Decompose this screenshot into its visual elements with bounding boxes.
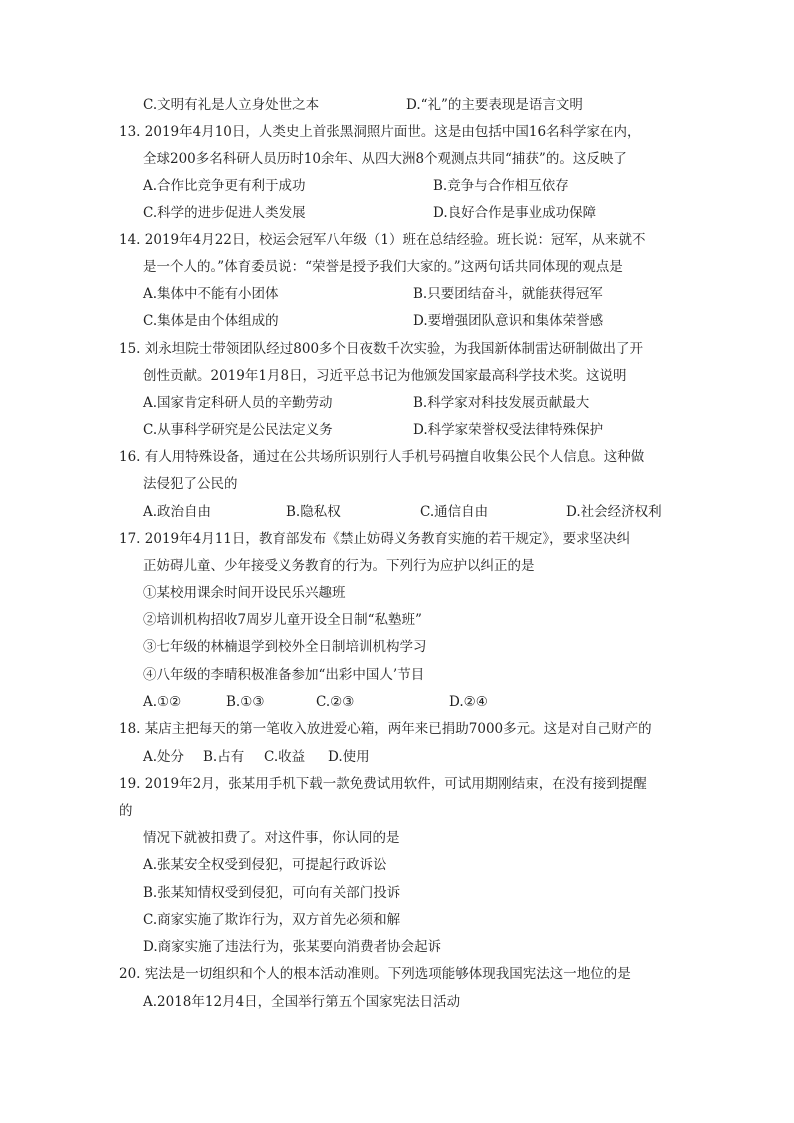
q18-stem: 18. 某店主把每天的第一笔收入放进爱心箱，两年来已捐助7000多元。这是对自己财产的: [119, 721, 652, 737]
q17-option-a: A.①②: [143, 694, 182, 710]
q13-stem-line1: 13. 2019年4月10日，人类史上首张黑洞照片面世。这是由包括中国16名科学家在内，: [119, 124, 641, 140]
q15-stem-line2: 创性贡献。2019年1月8日，习近平总书记为他颁发国家最高科学技术奖。这说明: [143, 368, 627, 384]
q17-option-b: B.①③: [226, 694, 265, 710]
q19-stem-line1: 19. 2019年2月，张某用手机下载一款免费试用软件，可试用期刚结束，在没有接到提醒: [119, 776, 647, 792]
q18-option-c: C.收益: [264, 749, 306, 765]
q17-item-2: ②培训机构招收7周岁儿童开设全日制“私塾班”: [143, 612, 422, 628]
q19-option-b: B.张某知情权受到侵犯，可向有关部门投诉: [143, 885, 401, 901]
q20-stem: 20. 宪法是一切组织和个人的根本活动准则。下列选项能够体现我国宪法这一地位的是: [119, 966, 631, 982]
q18-option-b: B.占有: [203, 749, 245, 765]
q20-option-a: A.2018年12月4日，全国举行第五个国家宪法日活动: [143, 994, 461, 1010]
q15-option-d: D.科学家荣誉权受法律特殊保护: [413, 422, 604, 438]
q17-option-c: C.②③: [316, 694, 355, 710]
q12-option-d: D.“礼”的主要表现是语言文明: [406, 97, 583, 113]
q13-option-c: C.科学的进步促进人类发展: [143, 205, 306, 221]
q17-item-3: ③七年级的林楠退学到校外全日制培训机构学习: [143, 639, 427, 655]
q17-stem-line1: 17. 2019年4月11日，教育部发布《禁止妨碍义务教育实施的若干规定》，要求坚决纠: [119, 531, 631, 547]
q18-option-a: A.处分: [143, 749, 185, 765]
q15-option-b: B.科学家对科技发展贡献最大: [413, 395, 590, 411]
q14-stem-line1: 14. 2019年4月22日，校运会冠军八年级（1）班在总结经验。班长说：冠军，从来就不: [119, 232, 646, 248]
q17-item-4: ④八年级的李晴积极准备参加“出彩中国人’节目: [143, 667, 425, 683]
q16-option-b: B.隐私权: [286, 504, 341, 520]
q14-option-c: C.集体是由个体组成的: [143, 313, 279, 329]
q14-stem-line2: 是一个人的。”体育委员说：“荣誉是授予我们大家的。”这两句话共同体现的观点是: [143, 259, 623, 275]
q16-option-c: C.通信自由: [420, 504, 489, 520]
q17-item-1: ①某校用课余时间开设民乐兴趣班: [143, 585, 346, 601]
q19-stem-wrap: 的: [119, 803, 133, 819]
q12-option-c: C.文明有礼是人立身处世之本: [143, 97, 320, 113]
q16-option-a: A.政治自由: [143, 504, 212, 520]
q16-option-d: D.社会经济权利: [566, 504, 662, 520]
q17-option-d: D.②④: [449, 694, 488, 710]
q19-option-a: A.张某安全权受到侵犯，可提起行政诉讼: [143, 857, 387, 873]
q13-option-a: A.合作比竞争更有利于成功: [143, 178, 306, 194]
q19-option-c: C.商家实施了欺诈行为，双方首先必须和解: [143, 912, 401, 928]
q16-stem-line1: 16. 有人用特殊设备，通过在公共场所识别行人手机号码擅自收集公民个人信息。这种做: [119, 449, 645, 465]
q15-option-c: C.从事科学研究是公民法定义务: [143, 422, 333, 438]
q17-stem-line2: 正妨碍儿童、少年接受义务教育的行为。下列行为应护以纠正的是: [143, 558, 535, 574]
q14-option-d: D.要增强团队意识和集体荣誉感: [413, 313, 604, 329]
q13-option-b: B.竞争与合作相互依存: [433, 178, 569, 194]
q15-stem-line1: 15. 刘永坦院士带领团队经过800多个日夜数千次实验，为我国新体制雷达研制做出了开: [119, 341, 644, 357]
q13-stem-line2: 全球200多名科研人员历时10余年、从四大洲8个观测点共同“捕获”的。这反映了: [143, 151, 627, 167]
q16-stem-line2: 法侵犯了公民的: [143, 476, 238, 492]
q13-option-d: D.良好合作是事业成功保障: [433, 205, 597, 221]
q19-option-d: D.商家实施了违法行为，张某要向消费者协会起诉: [143, 939, 442, 955]
q15-option-a: A.国家肯定科研人员的辛勤劳动: [143, 395, 333, 411]
q14-option-a: A.集体中不能有小团体: [143, 286, 279, 302]
q14-option-b: B.只要团结奋斗，就能获得冠军: [413, 286, 603, 302]
q19-stem-line2: 情况下就被扣费了。对这件事，你认同的是: [143, 830, 400, 846]
q18-option-d: D.使用: [328, 749, 370, 765]
